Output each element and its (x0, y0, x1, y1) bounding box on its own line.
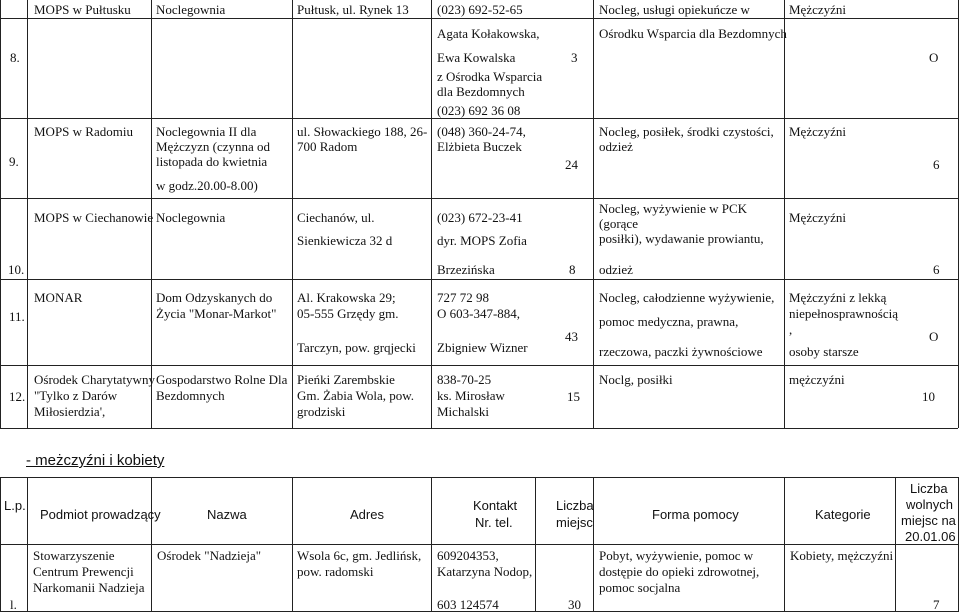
cell-contact: 727 72 98 (437, 290, 489, 305)
cell-name: Bezdomnych (156, 388, 225, 403)
cell-contact: (023) 692-52-65 (437, 2, 523, 17)
cell-address: grodziski (297, 404, 346, 419)
cell-category: osoby starsze (789, 344, 859, 359)
cell-address: 05-555 Grzędy gm. (297, 306, 399, 321)
cell-name: Mężczyzn (czynna od (156, 139, 271, 154)
cell-help: pomoc socjalna (599, 580, 681, 595)
cell-places: 30 (568, 597, 581, 612)
cell-category: Mężczyźni (789, 124, 847, 139)
cell-contact: Katarzyna Nodop, (437, 564, 533, 579)
header-help: Forma pomocy (652, 507, 739, 522)
cell-org: MONAR (34, 290, 83, 305)
cell-category: , (789, 322, 793, 337)
cell-help: Pobyt, wyżywienie, pomoc w (599, 548, 754, 563)
cell-category: Mężczyźni z lekką (789, 290, 887, 305)
cell-contact: Brzezińska (437, 262, 495, 277)
cell-places: 24 (565, 157, 578, 172)
cell-help: odzież (599, 139, 633, 154)
row-number: 9. (9, 154, 19, 169)
cell-places: 8 (569, 262, 576, 277)
cell-address: Al. Krakowska 29; (297, 290, 396, 305)
cell-places: 15 (567, 389, 580, 404)
row-number: 8. (10, 50, 20, 65)
cell-contact: (023) 672-23-41 (437, 210, 523, 225)
header-contact: Nr. tel. (475, 515, 513, 530)
cell-name: Ośrodek "Nadzieja" (157, 548, 262, 563)
cell-name: Życia "Monar-Markot" (156, 306, 277, 321)
cell-contact: 603 124574 (437, 597, 499, 612)
cell-name: Noclegownia II dla (156, 124, 257, 139)
header-name: Nazwa (207, 507, 247, 522)
cell-help: (gorące (599, 216, 638, 231)
cell-name: Noclegownia (156, 210, 226, 225)
cell-contact: z Ośrodka Wsparcia (437, 69, 543, 84)
section-title: - meżczyźni i kobiety (26, 452, 165, 469)
cell-help: Nocleg, wyżywienie w PCK (599, 201, 748, 216)
row-number: 12. (9, 389, 26, 404)
cell-contact: ks. Mirosław (437, 388, 505, 403)
cell-places: 43 (565, 329, 578, 344)
row-number: l. (10, 597, 17, 612)
cell-free-places: O (929, 50, 939, 65)
cell-address: Pieńki Zarembskie (297, 372, 395, 387)
header-num: L.p. (4, 498, 26, 513)
header-org: Podmiot prowadzący (40, 507, 161, 522)
cell-contact: dyr. MOPS Zofia (437, 233, 527, 248)
cell-help: Nocleg, usługi opiekuńcze w (599, 2, 750, 17)
header-places: miejsc (556, 515, 593, 530)
header-free-places: 20.01.06 (905, 529, 956, 544)
cell-address: pow. radomski (297, 564, 374, 579)
cell-address: ul. Słowackiego 188, 26- (297, 124, 428, 139)
cell-org: Centrum Prewencji (33, 564, 134, 579)
cell-free-places: 10 (922, 389, 935, 404)
header-free-places: Liczba (910, 481, 948, 496)
cell-help: Nocleg, posiłek, środki czystości, (599, 124, 774, 139)
cell-address: Wsola 6c, gm. Jedlińsk, (297, 548, 422, 563)
cell-name: w godz.20.00-8.00) (156, 178, 258, 193)
header-address: Adres (350, 507, 384, 522)
header-category: Kategorie (815, 507, 871, 522)
cell-help: posiłki), wydawanie prowiantu, (599, 231, 764, 246)
cell-contact: Agata Kołakowska, (437, 26, 540, 41)
cell-contact: Ewa Kowalska (437, 50, 516, 65)
cell-address: Pułtusk, ul. Rynek 13 (297, 2, 409, 17)
cell-name: Dom Odzyskanych do (156, 290, 273, 305)
cell-name: listopada do kwietnia (156, 154, 268, 169)
cell-contact: Zbigniew Wizner (437, 340, 528, 355)
cell-contact: (048) 360-24-74, (437, 124, 526, 139)
cell-address: Gm. Żabia Wola, pow. (297, 388, 415, 403)
cell-org: Stowarzyszenie (33, 548, 115, 563)
cell-free-places: 6 (933, 157, 940, 172)
cell-org: Narkomanii Nadzieja (33, 580, 145, 595)
row-number: 10. (8, 262, 25, 277)
cell-contact: Elżbieta Buczek (437, 139, 522, 154)
cell-contact: 838-70-25 (437, 372, 492, 387)
cell-contact: Michalski (437, 404, 489, 419)
cell-help: dostępie do opieki zdrowotnej, (599, 564, 760, 579)
cell-category: mężczyźni (789, 372, 845, 387)
cell-free-places: O (929, 329, 939, 344)
cell-org: "Tylko z Darów (34, 388, 118, 403)
header-places: Liczba (556, 498, 594, 513)
header-contact: Kontakt (473, 498, 518, 513)
cell-org: MOPS w Pułtusku (34, 2, 131, 17)
header-free-places: wolnych (906, 497, 953, 512)
cell-help: pomoc medyczna, prawna, (599, 314, 739, 329)
cell-address: Ciechanów, ul. (297, 210, 375, 225)
cell-name: Gospodarstwo Rolne Dla (156, 372, 288, 387)
cell-help: Ośrodku Wsparcia dla Bezdomnych (599, 26, 787, 41)
cell-category: Mężczyźni (789, 2, 847, 17)
cell-address: 700 Radom (297, 139, 358, 154)
cell-places: 3 (571, 50, 578, 65)
cell-contact: dla Bezdomnych (437, 84, 525, 99)
cell-free-places: 6 (933, 262, 940, 277)
cell-name: Noclegownia (156, 2, 226, 17)
cell-address: Sienkiewicza 32 d (297, 233, 393, 248)
cell-help: rzeczowa, paczki żywnościowe (599, 344, 763, 359)
header-free-places: miejsc na (901, 513, 956, 528)
cell-category: niepełnosprawnością (789, 306, 899, 321)
cell-help: odzież (599, 262, 633, 277)
cell-org: Miłosierdzia', (34, 404, 106, 419)
row-number: 11. (9, 309, 25, 324)
cell-contact: 609204353, (437, 548, 499, 563)
cell-contact: O 603-347-884, (437, 306, 521, 321)
cell-help: Nocleg, całodzienne wyżywienie, (599, 290, 775, 305)
cell-help: Noclg, posiłki (599, 372, 673, 387)
cell-category: Mężczyźni (789, 210, 847, 225)
cell-org: MOPS w Radomiu (34, 124, 133, 139)
cell-org: Ośrodek Charytatywny (34, 372, 155, 387)
cell-category: Kobiety, mężczyźni (790, 548, 894, 563)
cell-address: Tarczyn, pow. grqjecki (297, 340, 416, 355)
cell-free-places: 7 (933, 597, 940, 612)
cell-org: MOPS w Ciechanowie (34, 210, 154, 225)
cell-contact: (023) 692 36 08 (437, 103, 521, 118)
